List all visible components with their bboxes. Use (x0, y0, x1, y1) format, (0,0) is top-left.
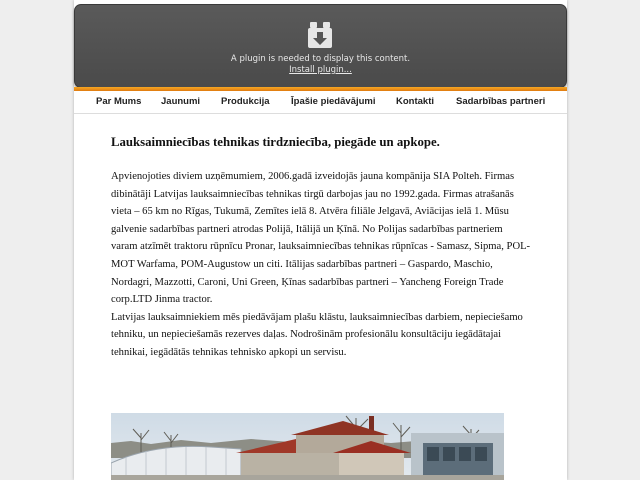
page-title: Lauksaimniecības tehnikas tirdzniecība, piegāde un apkope. (111, 135, 440, 149)
nav-item-sadarbibas-partneri[interactable]: Sadarbības partneri (456, 96, 546, 107)
nav-item-ipasie-piedavajumi[interactable]: Īpašie piedāvājumi (291, 96, 376, 107)
plugin-message: A plugin is needed to display this content. (230, 54, 411, 64)
nav-item-jaunumi[interactable]: Jaunumi (161, 96, 201, 107)
offer-paragraph: Latvijas lauksaimniekiem mēs piedāvājam plašu klāstu, lauksaimniecības darbiem, nepieciešamo tehniku, un nepieciešamās rezerves daļas. Nodrošinām profesionālu konsultāciju iegādātajai tehnikai, iegādātās tehnikas tehnisko apkopi un servisu. (111, 311, 523, 358)
download-icon (307, 21, 333, 49)
install-plugin-link[interactable]: Install plugin... (289, 65, 352, 75)
intro-paragraph: Apvienojoties diviem uzņēmumiem, 2006.gadā izveidojās jauna kompānija SIA Polteh. Firmas dibinātāji Latvijas lauksaimniecības tehnikas tirgū darbojas jau no 1992.gada. Firmas atrašanās vieta – 65 km no Rīgas, Tukumā, Zemītes ielā 8. Atvēra filiāle Jelgavā, Aviācijas ielā 1. Mūsu galvenie sadarbības partneri atrodas Polijā, Itālijā un Ķīnā. No Polijas sadarbības partneriem varam atzīmēt traktoru rūpnīcu Pronar, lauksaimniecības tehnikas rūpnīcas - Samasz, Sipma, POL-MOT Warfama, POM-Augustow un citi. Itālijas sadarbības partneri – Gaspardo, Maschio, Nordagri, Mazzotti, Caroni, Uni Green, Ķīnas sadarbības partneri – Yancheng Foreign Trade corp.LTD Jinma tractor. (111, 171, 531, 306)
main-content (111, 135, 531, 362)
plugin-placeholder[interactable] (74, 4, 567, 88)
nav-item-par-mums[interactable]: Par Mums (96, 96, 142, 107)
body-text (111, 168, 531, 362)
page-container (74, 0, 567, 480)
company-building-photo (111, 413, 504, 480)
nav-item-kontakti[interactable]: Kontakti (396, 96, 434, 107)
nav-item-produkcija[interactable]: Produkcija (221, 96, 270, 107)
main-nav (74, 91, 567, 114)
